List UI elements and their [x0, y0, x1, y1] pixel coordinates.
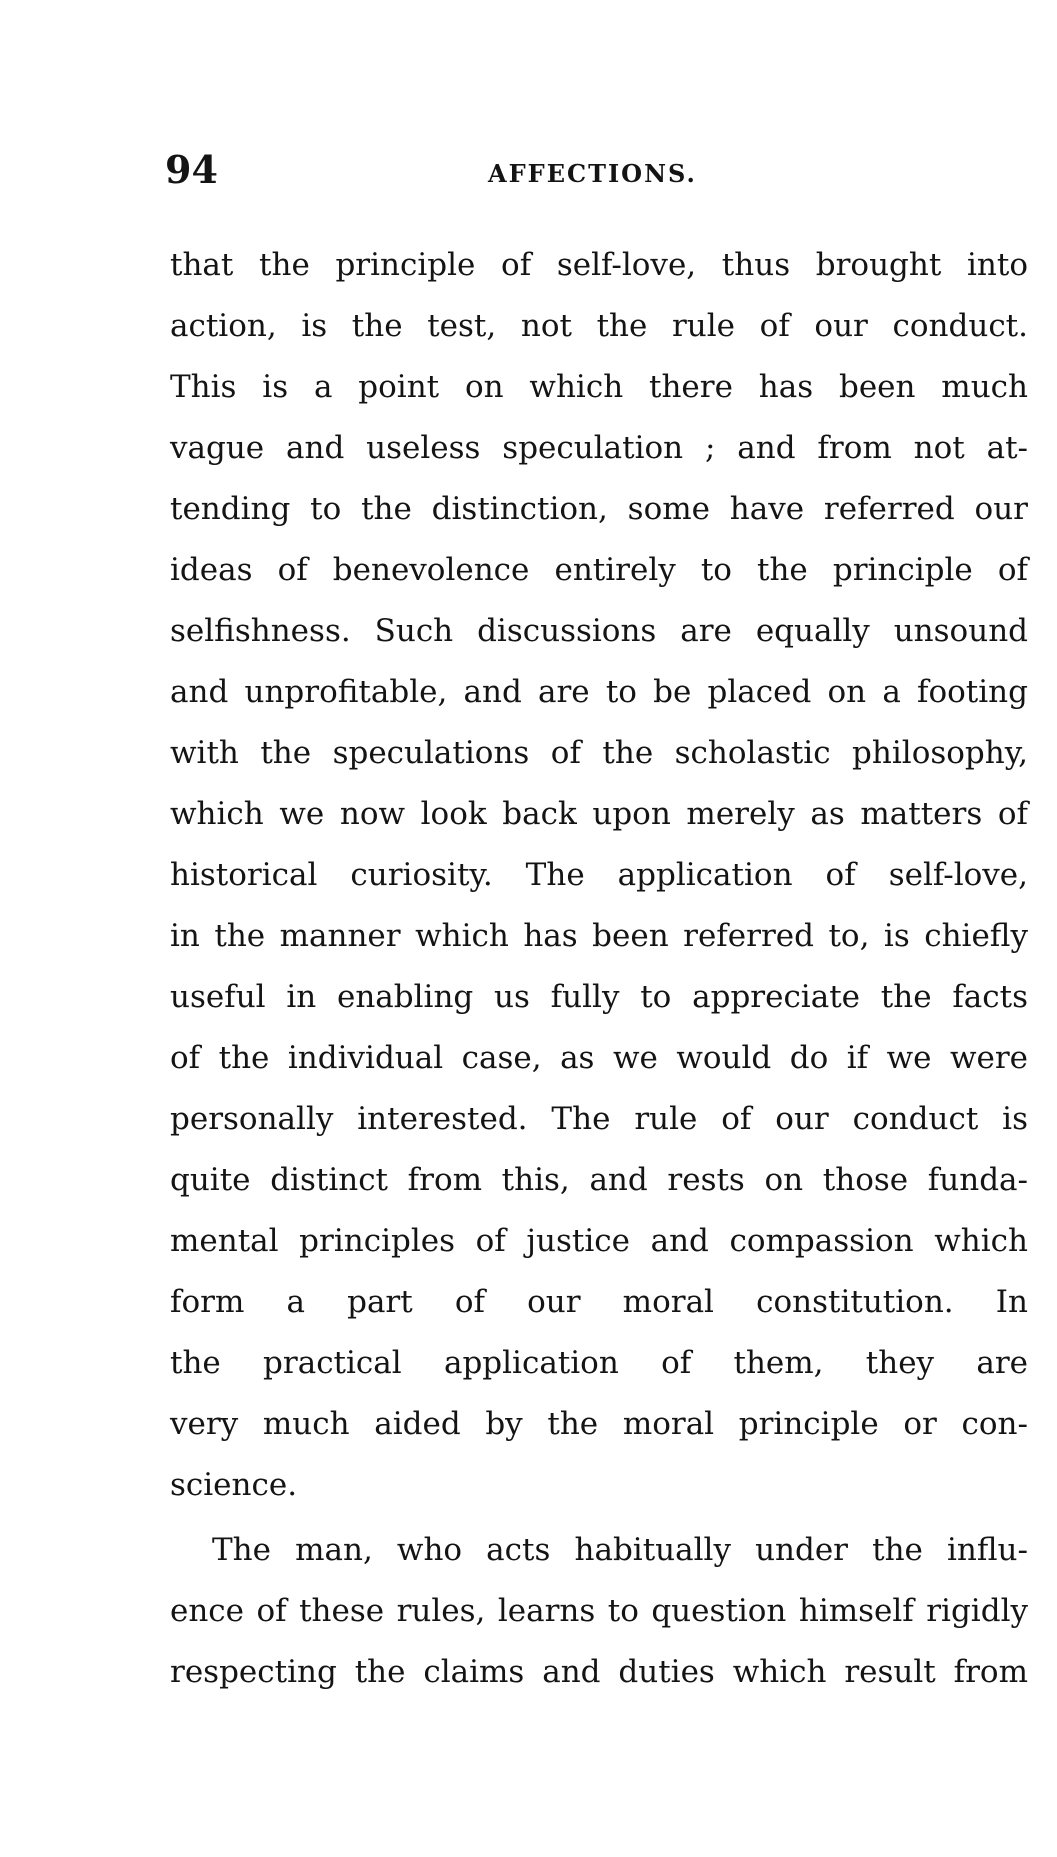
- text-line: very much aided by the moral principle or con-: [170, 1406, 1028, 1442]
- paragraph-2: [170, 1520, 1028, 1703]
- text-line: that the principle of self-love, thus brought into: [170, 247, 1028, 283]
- text-line: selfishness. Such discussions are equally unsound: [170, 613, 1028, 649]
- text-line: quite distinct from this, and rests on those funda-: [170, 1162, 1028, 1198]
- paragraph-1: [170, 235, 1028, 1516]
- text-line: vague and useless speculation ; and from not at-: [170, 430, 1028, 466]
- text-line: the practical application of them, they are: [170, 1345, 1028, 1381]
- text-line: and unprofitable, and are to be placed on a footing: [170, 674, 1028, 710]
- text-line: in the manner which has been referred to, is chiefly: [170, 918, 1028, 954]
- text-line: with the speculations of the scholastic philosophy,: [170, 735, 1028, 771]
- text-line: ideas of benevolence entirely to the principle of: [170, 552, 1028, 588]
- page-number: 94: [165, 147, 218, 192]
- text-line: This is a point on which there has been much: [170, 369, 1028, 405]
- text-line: ence of these rules, learns to question himself rigidly: [170, 1593, 1028, 1629]
- text-line: mental principles of justice and compassion which: [170, 1223, 1028, 1259]
- text-line: personally interested. The rule of our conduct is: [170, 1101, 1028, 1137]
- text-line: form a part of our moral constitution. In: [170, 1284, 1028, 1320]
- text-line: tending to the distinction, some have referred our: [170, 491, 1028, 527]
- text-line: respecting the claims and duties which result from: [170, 1654, 1028, 1690]
- text-line: science.: [170, 1467, 298, 1503]
- text-line: historical curiosity. The application of self-love,: [170, 857, 1028, 893]
- body-text: [170, 235, 1028, 1703]
- text-line: useful in enabling us fully to appreciate the facts: [170, 979, 1028, 1015]
- text-line: The man, who acts habitually under the influ-: [212, 1532, 1028, 1568]
- text-line: which we now look back upon merely as matters of: [170, 796, 1028, 832]
- running-head: AFFECTIONS.: [488, 159, 697, 188]
- text-line: of the individual case, as we would do if we were: [170, 1040, 1028, 1076]
- text-line: action, is the test, not the rule of our conduct.: [170, 308, 1028, 344]
